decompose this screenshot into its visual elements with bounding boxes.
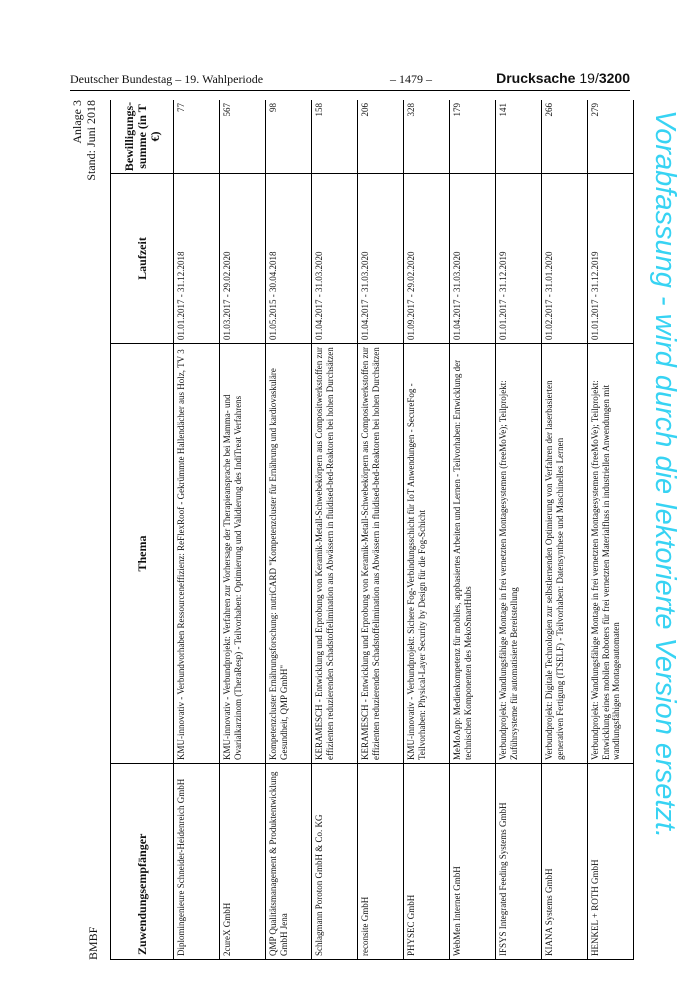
cell-amount: 206 [358,100,404,174]
cell-topic: KMU-innovativ - Verbundprojekt: Sichere Fog-Verbindungsschicht für IoT Anwendungen - SecureFog -Teilvorhaben: Physical-Layer Security by Design für die Fog-Schicht [404,344,450,764]
table-row [174,100,220,960]
column-header-topic: Thema [111,344,174,764]
annex-label: Anlage 3 [70,100,84,144]
draft-watermark [645,110,685,900]
annex-date: Stand: Juni 2018 [84,100,98,181]
table-row [404,100,450,960]
column-header-amount: Bewilligungs-summe (in T €) [111,100,174,174]
cell-recipient: Schlagmann Poroton GmbH & Co. KG [312,764,358,960]
table-row [220,100,266,960]
table-row [450,100,496,960]
cell-amount: 328 [404,100,450,174]
document-number [496,70,630,86]
cell-duration: 01.01.2017 - 31.12.2019 [496,174,542,344]
table-header-row [111,100,174,960]
cell-duration: 01.02.2017 - 31.01.2020 [542,174,588,344]
column-header-recipient: Zuwendungsempfänger [111,764,174,960]
column-header-duration: Laufzeit [111,174,174,344]
cell-recipient: WebMen Internet GmbH [450,764,496,960]
cell-duration: 01.04.2017 - 31.03.2020 [312,174,358,344]
cell-recipient: 2cureX GmbH [220,764,266,960]
rotated-page-area [70,100,640,960]
table-row [542,100,588,960]
cell-amount: 266 [542,100,588,174]
cell-duration: 01.01.2017 - 31.12.2018 [174,174,220,344]
cell-amount: 158 [312,100,358,174]
cell-topic: Verbundprojekt: Wandlungsfähige Montage in frei vernetzten Montagesystemen (freeMoVe); Teilprojekt: Zuführsysteme für automatisierte Bereitstellung [496,344,542,764]
cell-recipient: QMP Qualitätsmanagement & Produktentwicklung GmbH Jena [266,764,312,960]
table-row [588,100,634,960]
cell-duration: 01.05.2015 - 30.04.2018 [266,174,312,344]
cell-topic: Kompetenzcluster Ernährungsforschung: nutriCARD "Kompetenzcluster für Ernährung und kardiovaskuläre Gesundheit, QMP GmbH" [266,344,312,764]
cell-amount: 98 [266,100,312,174]
funding-table [110,100,634,960]
table-row [496,100,542,960]
table-row [312,100,358,960]
cell-amount: 179 [450,100,496,174]
watermark-text: Vorabfassung - wird durch die lektorierte Version ersetzt. [649,110,681,839]
cell-duration: 01.04.2017 - 31.03.2020 [358,174,404,344]
table-row [266,100,312,960]
cell-topic: Verbundprojekt: Digitale Technologien zur selbstlernenden Optimierung von Verfahren der laserbasierten generativen Fertigung (ITSELF) - Teilvorhaben: Datensynthese und Maschinelles Lernen [542,344,588,764]
cell-amount: 77 [174,100,220,174]
page-number: – 1479 – [390,72,432,86]
cell-topic: KERAMESCH - Entwicklung und Erprobung von Keramik-Metall-Schwebekörpern aus Compositwerkstoffen zur effizienten reduzierenden Schadstoffelimination aus Abwässern in fluidised-bed-Reaktoren bei hohen Durchsätzen [312,344,358,764]
page-header [70,70,630,88]
cell-recipient: PHYSEC GmbH [404,764,450,960]
cell-amount: 141 [496,100,542,174]
cell-recipient: HENKEL + ROTH GmbH [588,764,634,960]
table-row [358,100,404,960]
cell-recipient: reconsite GmbH [358,764,404,960]
cell-topic: Verbundprojekt: Wandlungsfähige Montage in frei vernetzten Montagesystemen (freeMoVe); Teilprojekt: Entwicklung eines mobilen Roboters für frei vernetzten Materialfluss in industriellen Anwendungen mit wandlungsfähigen Montageautomaten [588,344,634,764]
ministry-label: BMBF [86,926,100,960]
cell-amount: 279 [588,100,634,174]
document-number-suffix: 3200 [598,70,630,86]
cell-topic: KMU-innovativ - Verbundprojekt: Verfahren zur Vorhersage der Therapieansprache bei Mamma- und Ovarialkarzinom (TheraResp) - Teilvorhaben: Optimierung und Validierung des IndiTreat Verfahrens [220,344,266,764]
cell-duration: 01.09.2017 - 29.02.2020 [404,174,450,344]
cell-duration: 01.01.2017 - 31.12.2019 [588,174,634,344]
document-label: Drucksache [496,70,576,86]
cell-topic: KERAMESCH - Entwicklung und Erprobung von Keramik-Metall-Schwebekörpern aus Compositwerkstoffen zur effizienten reduzierenden Schadstoffelimination aus Abwässern in fluidised-bed-Reaktoren bei hohen Durchsätzen [358,344,404,764]
parliament-title: Deutscher Bundestag – 19. Wahlperiode [70,72,264,86]
cell-recipient: IFSYS Integrated Feeding Systems GmbH [496,764,542,960]
cell-topic: MeMoApp: Medienkompetenz für mobiles, appbasiertes Arbeiten und Lernen - Teilvorhaben: Entwicklung der technischen Komponenten des MekoSmartHubs [450,344,496,764]
cell-recipient: KIANA Systems GmbH [542,764,588,960]
cell-duration: 01.04.2017 - 31.03.2020 [450,174,496,344]
document-number-prefix: 19/ [579,70,599,86]
header-rule [70,90,630,91]
annex-info [70,100,98,181]
cell-topic: KMU-innovativ - Verbundvorhaben Ressourceneffizienz: ReFlexRoof - Gekrümmte Hallendächer aus Holz, TV 3 [174,344,220,764]
cell-amount: 567 [220,100,266,174]
cell-duration: 01.03.2017 - 29.02.2020 [220,174,266,344]
landscape-content [70,100,640,960]
cell-recipient: Diplomingenieure Schneider-Heidenreich GmbH [174,764,220,960]
